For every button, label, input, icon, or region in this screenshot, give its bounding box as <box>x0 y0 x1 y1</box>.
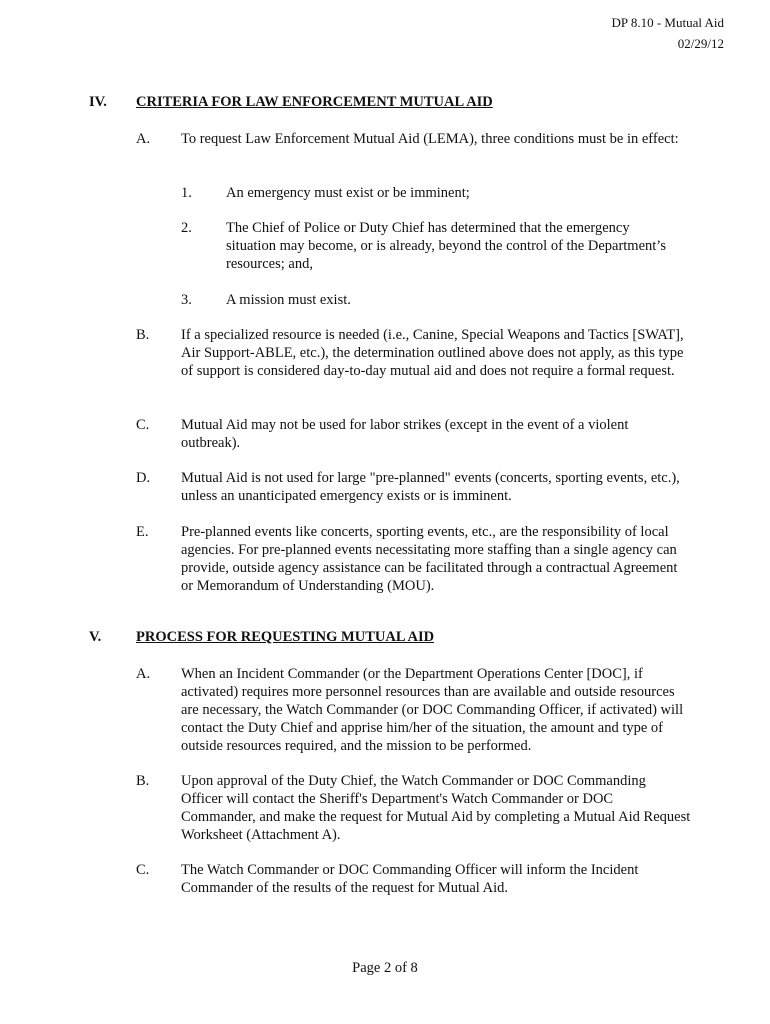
section-title: PROCESS FOR REQUESTING MUTUAL AID <box>136 629 435 645</box>
item-label: B. <box>136 773 150 789</box>
item-label: 1. <box>181 185 192 201</box>
item-text: An emergency must exist or be imminent; <box>226 185 470 201</box>
item-text: Mutual Aid is not used for large "pre-planned" events (concerts, sporting events, etc.), unless an unanticipated emergency exists or is imminent. <box>181 470 680 504</box>
item-label: 3. <box>181 292 192 308</box>
item-label: C. <box>136 862 150 878</box>
item-label: B. <box>136 327 150 343</box>
item-label: C. <box>136 417 150 433</box>
item-text: A mission must exist. <box>226 292 351 308</box>
page-number: Page 2 of 8 <box>352 960 418 976</box>
document-id: DP 8.10 - Mutual Aid <box>611 15 724 30</box>
section-number: IV. <box>89 94 107 110</box>
section-title: CRITERIA FOR LAW ENFORCEMENT MUTUAL AID <box>136 94 493 110</box>
item-text: Pre-planned events like concerts, sporting events, etc., are the responsibility of local agencies. For pre-planned events necessitating more staffing than a single agency can provide, outside agency assistance can be facilitated through a contractual Agreement or Memorandum of Understanding (MOU). <box>181 524 678 594</box>
item-text: Upon approval of the Duty Chief, the Watch Commander or DOC Commanding Officer will contact the Sheriff's Department's Watch Commander or DOC Commander, and make the request for Mutual Aid by completing a Mutual Aid Request Worksheet (Attachment A). <box>181 773 691 843</box>
item-label: A. <box>136 666 151 682</box>
item-label: D. <box>136 470 151 486</box>
item-text: To request Law Enforcement Mutual Aid (LEMA), three conditions must be in effect: <box>181 131 679 147</box>
item-text: The Chief of Police or Duty Chief has determined that the emergency situation may become, or is already, beyond the control of the Department’s resources; and, <box>226 220 666 272</box>
item-label: E. <box>136 524 149 540</box>
item-text: Mutual Aid may not be used for labor strikes (except in the event of a violent outbreak). <box>181 417 629 451</box>
item-text: If a specialized resource is needed (i.e., Canine, Special Weapons and Tactics [SWAT], Air Support-ABLE, etc.), the determination outlined above does not apply, as this type of support is considered day-to-day mutual aid and does not require a formal request. <box>181 327 684 379</box>
item-label: 2. <box>181 220 192 236</box>
section-number: V. <box>89 629 102 645</box>
item-label: A. <box>136 131 151 147</box>
item-text: When an Incident Commander (or the Department Operations Center [DOC], if activated) requires more personnel resources than are available and outside resources are necessary, the Watch Commander (or DOC Commanding Officer, if activated) will contact the Duty Chief and apprise him/her of the situation, the amount and type of outside resources required, and the mission to be performed. <box>181 666 684 754</box>
document-date: 02/29/12 <box>677 36 724 51</box>
item-text: The Watch Commander or DOC Commanding Officer will inform the Incident Commander of the results of the request for Mutual Aid. <box>181 862 639 896</box>
